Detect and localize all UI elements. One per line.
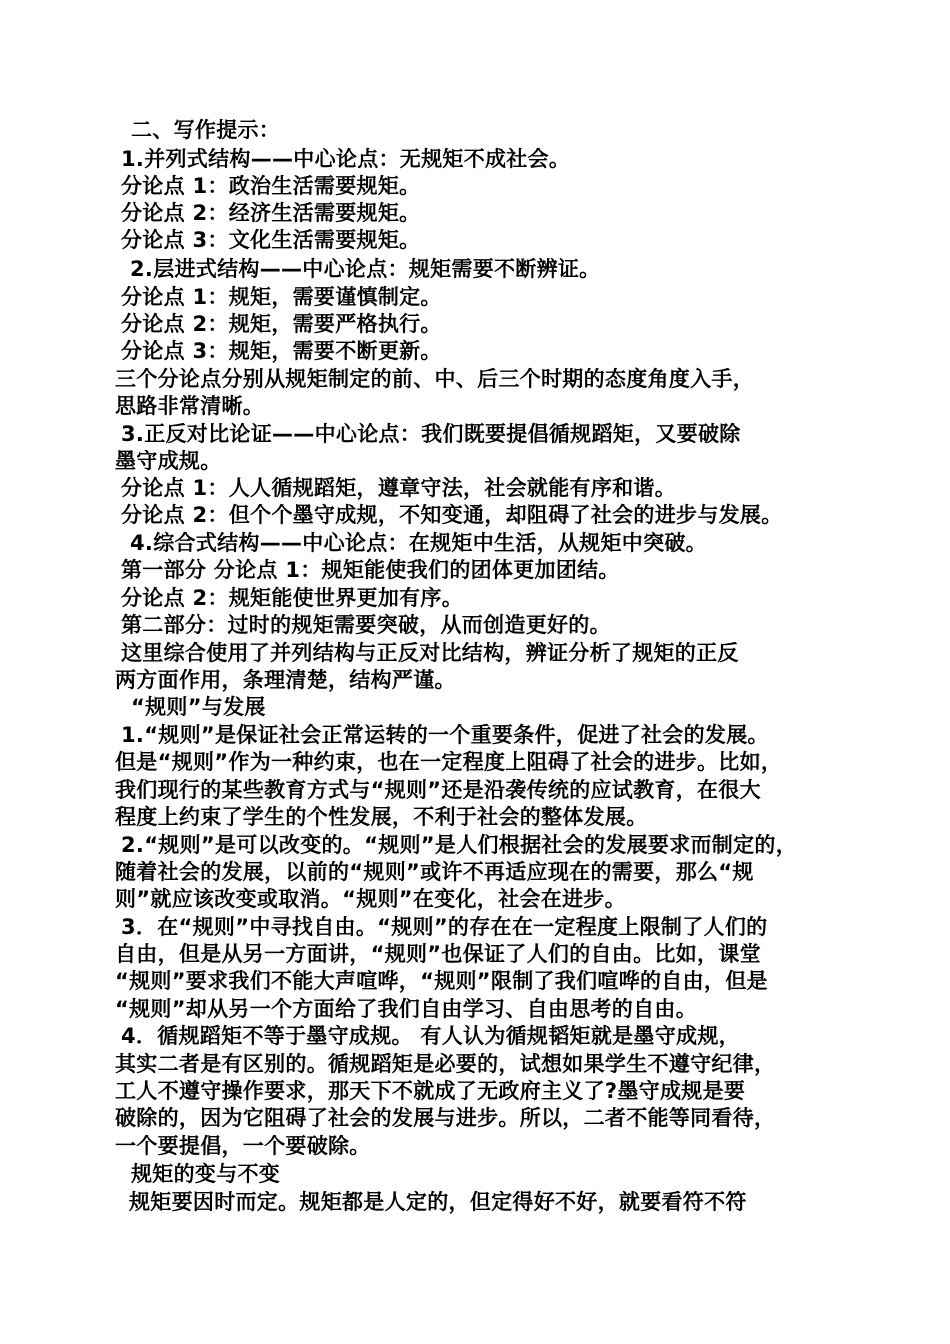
paragraph-line: 三个分论点分别从规矩制定的前、中、后三个时期的态度角度入手， [115,367,754,391]
sub-point: 分论点 2：规矩，需要严格执行。 [121,312,442,336]
structure-item-heading: 1.并列式结构——中心论点：无规矩不成社会。 [121,147,571,171]
paragraph-line: 程度上约束了学生的个性发展，不利于社会的整体发展。 [115,805,648,829]
topic-heading: “规则”与发展 [131,695,266,719]
paragraph-line: 墨守成规。 [115,449,222,473]
paragraph-line: 两方面作用，条理清楚，结构严谨。 [115,668,456,692]
paragraph-line: 其实二者是有区别的。循规蹈矩是必要的，试想如果学生不遵守纪律， [115,1052,776,1076]
structure-item-heading: 2.层进式结构——中心论点：规矩需要不断辨证。 [130,257,601,281]
paragraph-line: 2.“规则”是可以改变的。“规则”是人们根据社会的发展要求而制定的， [121,833,797,857]
paragraph-line: 但是“规则”作为一种约束，也在一定程度上阻碍了社会的进步。比如， [115,750,783,774]
sub-point: 分论点 2：但个个墨守成规，不知变通，却阻碍了社会的进步与发展。 [121,503,783,527]
section-heading: 二、写作提示： [131,118,281,142]
sub-point: 分论点 1：政治生活需要规矩。 [121,174,421,198]
paragraph-line: 规矩要因时而定。规矩都是人定的，但定得好不好，就要看符不符 [129,1190,747,1214]
sub-point: 分论点 2：规矩能使世界更加有序。 [121,586,464,610]
paragraph-line: 一个要提倡，一个要破除。 [115,1134,371,1158]
paragraph-line: 1.“规则”是保证社会正常运转的一个重要条件，促进了社会的发展。 [121,723,769,747]
paragraph-line: 破除的，因为它阻碍了社会的发展与进步。所以，二者不能等同看待， [115,1106,776,1130]
paragraph-line: 我们现行的某些教育方式与“规则”还是沿袭传统的应试教育，在很大 [115,778,761,802]
topic-heading: 规矩的变与不变 [131,1162,281,1186]
paragraph-line: 随着社会的发展，以前的“规则”或许不再适应现在的需要，那么“规 [115,860,754,884]
sub-point: 分论点 1：人人循规蹈矩，遵章守法，社会就能有序和谐。 [121,476,677,500]
structure-item-heading: 4.综合式结构——中心论点：在规矩中生活，从规矩中突破。 [130,531,707,555]
paragraph-line: 工人不遵守操作要求，那天下不就成了无政府主义了?墨守成规是要 [115,1079,746,1103]
paragraph-line: 自由，但是从另一方面讲，“规则”也保证了人们的自由。比如，课堂 [115,942,761,966]
sub-point: 分论点 1：规矩，需要谨慎制定。 [121,285,442,309]
sub-point: 第一部分 分论点 1：规矩能使我们的团体更加团结。 [121,558,620,582]
paragraph-line: 这里综合使用了并列结构与正反对比结构，辨证分析了规矩的正反 [121,641,739,665]
paragraph-line: “规则”却从另一个方面给了我们自由学习、自由思考的自由。 [115,997,698,1021]
paragraph-line: 思路非常清晰。 [115,394,265,418]
sub-point: 第二部分：过时的规矩需要突破，从而创造更好的。 [121,613,611,637]
sub-point: 分论点 2：经济生活需要规矩。 [121,201,421,225]
paragraph-line: “规则”要求我们不能大声喧哗，“规则”限制了我们喧哗的自由，但是 [115,969,768,993]
paragraph-line: 3．在“规则”中寻找自由。“规则”的存在在一定程度上限制了人们的 [121,915,768,939]
sub-point: 分论点 3：规矩，需要不断更新。 [121,339,442,363]
sub-point: 分论点 3：文化生活需要规矩。 [121,228,421,252]
paragraph-line: 4．循规蹈矩不等于墨守成规。 有人认为循规韬矩就是墨守成规， [121,1024,740,1048]
paragraph-line: 则”就应该改变或取消。“规则”在变化，社会在进步。 [115,887,626,911]
structure-item-heading: 3.正反对比论证——中心论点：我们既要提倡循规蹈矩，又要破除 [121,422,741,446]
